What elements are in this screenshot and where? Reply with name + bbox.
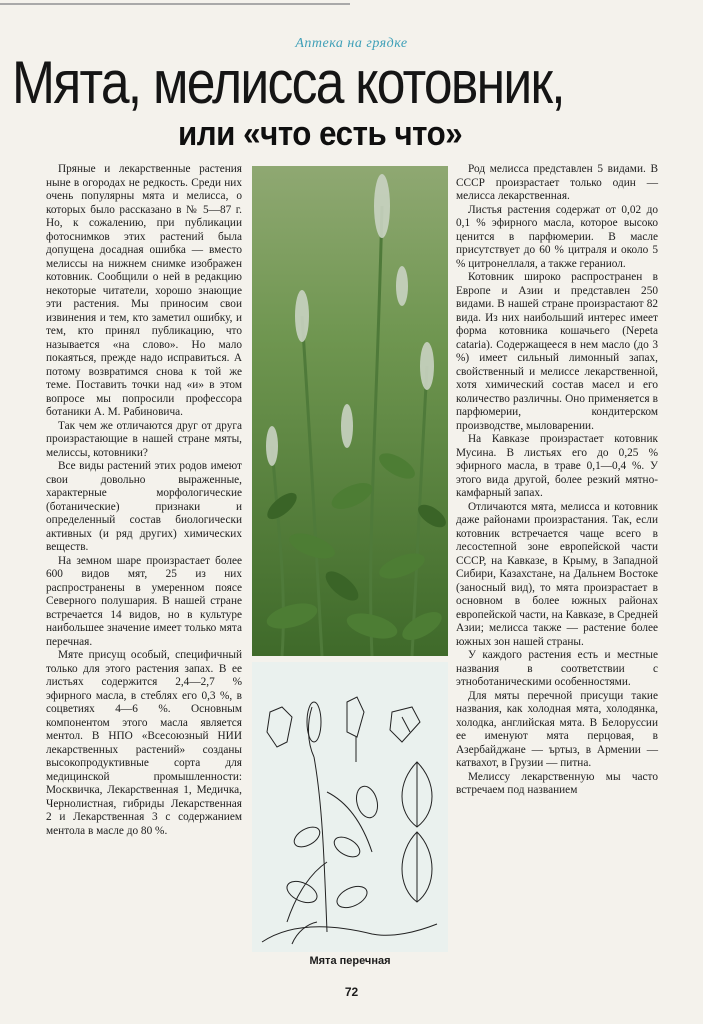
paragraph: Так чем же отличаются друг от друга произрастающие в нашей стране мяты, мелиссы, котовники? [46, 419, 242, 459]
paragraph: Мяте присущ особый, специфичный только для этого растения запах. В ее листьях содержится 2,4—2,7 % эфирного масла, в стеблях его 0,3 %, в соцветиях 4—6 %. Основным компонентом этого масла является ментол. В НПО «Всесоюзный НИИ лекарственных растений» созданы высокопродуктивные сорта для медицинской промышленности: Москвичка, Лекарственная 1, Медичка, Чернолистная, гибриды Лекарственная 2 и Лекарственная 3 с содержанием ментола в масле до 80 %. [46, 649, 242, 837]
botanical-drawing [252, 662, 448, 952]
figure-caption: Мята перечная [309, 955, 391, 967]
paragraph: Для мяты перечной присущи такие названия, как холодная мята, холодянка, холодка, английская мята. В Белоруссии ее именуют мята перцовая, в Азербайджане — ъртыз, в Армении — катвахот, в Грузии — питна. [456, 689, 658, 769]
article-title: Мята, мелисса котовник, [12, 49, 564, 116]
paragraph: Котовник широко распространен в Европе и Азии и представлен 250 видами. В нашей стране произрастают 82 вида. Из них наибольший интерес имеет форма котовника кошачьего (Nepeta cataria). Содержащееся в нем масло (до 3 %) имеет сильный лимонный запах, свойственный и мелиссе лекарственной, хотя химический состав масел и его количество различны. Оно применяется в парфюмерии, кондитерском производстве, мыловарении. [456, 271, 658, 432]
paragraph: Отличаются мята, мелисса и котовник даже районами произрастания. Так, если котовник встречается чаще всего в лесостепной зоне европейской части СССР, на Кавказе, в Крыму, в Западной Сибири, Казахстане, на Дальнем Востоке (заносный вид), то мята произрастает в основном в более южных районах европейской части, на Кавказе, в Средней Азии; мелисса также — растение более южных зон нашей страны. [456, 500, 658, 648]
paragraph: Мелиссу лекарственную мы часто встречаем под названием [456, 770, 658, 796]
article-subtitle: или «что есть что» [178, 115, 463, 153]
left-text-column [46, 163, 242, 838]
mint-photo [252, 166, 448, 656]
section-rubric: Аптека на грядке [295, 36, 408, 51]
paragraph: У каждого растения есть и местные названия в соответствии с этноботаническими особенностями. [456, 649, 658, 688]
right-text-column [456, 163, 658, 798]
mint-line-drawing [252, 662, 448, 952]
paragraph: На Кавказе произрастает котовник Мусина. В листьях его до 0,25 % эфирного масла, в траве 0,1—0,4 %. У этого вида другой, более резкий мятно-камфарный запах. [456, 433, 658, 499]
mint-photo-illustration [252, 166, 448, 656]
paragraph: Все виды растений этих родов имеют свои довольно выраженные, характерные морфологические (ботанические) признаки и определенный состав биологически активных (и ряд других) химических веществ. [46, 460, 242, 553]
top-corner-rule [0, 3, 350, 5]
page-number: 72 [344, 985, 359, 999]
paragraph: На земном шаре произрастает более 600 видов мят, 25 из них распространены в умеренном поясе Северного полушария. В нашей стране встречается 14 видов, но в культуре наибольшее значение имеет только мята перечная. [46, 554, 242, 648]
paragraph: Пряные и лекарственные растения ныне в огородах не редкость. Среди них очень популярны мята и мелисса, о которых было рассказано в № 5—87 г. Но, к сожалению, при публикации фотоснимков этих растений была допущена досадная ошибка — вместо мелиссы на нижнем снимке изображен котовник. Сообщили о ней в редакцию некоторые читатели, хорошо знающие эти растения. Мы приносим свои извинения и тем, кто заметил ошибку, и тем, кто принял публикацию, что называется «на слово». Но мало покаяться, прежде надо исправиться. А потому возвратимся снова к той же теме. Поставить точки над «и» в этом вопросе мы попросили профессора ботаники А. М. Рабиновича. [46, 163, 242, 418]
paragraph: Листья растения содержат от 0,02 до 0,1 % эфирного масла, которое высоко ценится в парфюмерии. В масле присутствует до 60 % цитраля и около 5 % цитронеллаля, а также гераниол. [456, 203, 658, 270]
paragraph: Род мелисса представлен 5 видами. В СССР произрастает только один — мелисса лекарственная. [456, 163, 658, 202]
